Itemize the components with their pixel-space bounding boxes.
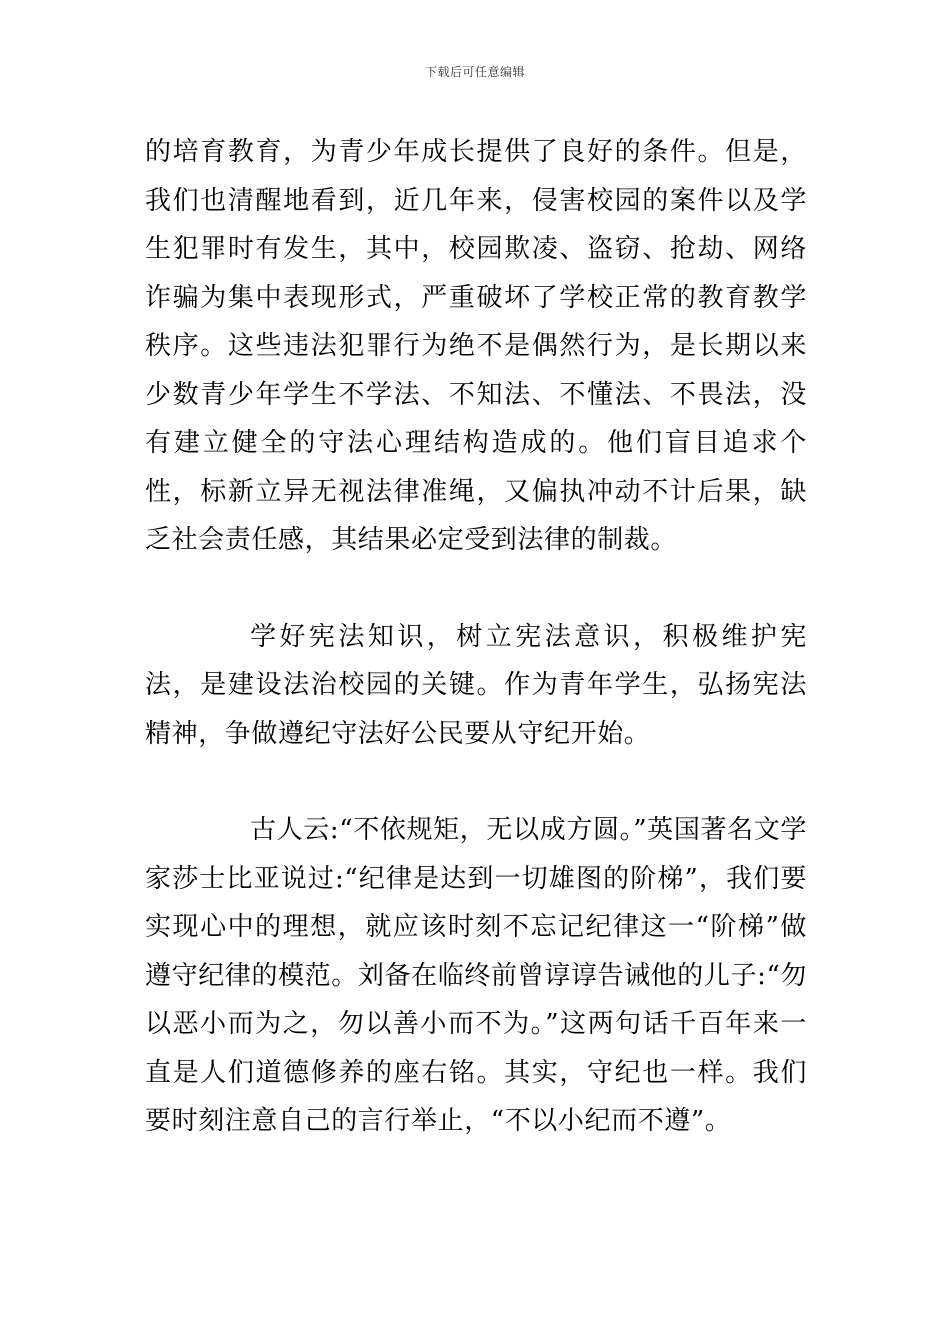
paragraph-2: 学好宪法知识，树立宪法意识，积极维护宪法，是建设法治校园的关键。作为青年学生，弘扬宪法精神，争做遵纪守法好公民要从守纪开始。 <box>145 621 807 749</box>
paragraph-spacer <box>145 758 807 806</box>
paragraph-3: 古人云:“不依规矩，无以成方圆。”英国著名文学家莎士比亚说过:“纪律是达到一切雄图的阶梯”，我们要实现心中的理想，就应该时刻不忘记纪律这一“阶梯”做遵守纪律的模范。刘备在临终前曾谆谆告诫他的儿子:“勿以恶小而为之，勿以善小而不为。”这两句话千百年来一直是人们道德修养的座右铭。其实，守纪也一样。我们要时刻注意自己的言行举止，“不以小纪而不遵”。 <box>145 815 807 1136</box>
paragraph-1: 的培育教育，为青少年成长提供了良好的条件。但是，我们也清醒地看到，近几年来，侵害校园的案件以及学生犯罪时有发生，其中，校园欺凌、盗窃、抢劫、网络诈骗为集中表现形式，严重破坏了学校正常的教育教学秩序。这些违法犯罪行为绝不是偶然行为，是长期以来少数青少年学生不学法、不知法、不懂法、不畏法，没有建立健全的守法心理结构造成的。他们盲目追求个性，标新立异无视法律准绳，又偏执冲动不计后果，缺乏社会责任感，其结果必定受到法律的制裁。 <box>145 137 807 555</box>
document-body <box>145 128 807 1146</box>
paragraph-spacer <box>145 565 807 613</box>
page-header: 下载后可任意编辑 <box>424 65 525 79</box>
